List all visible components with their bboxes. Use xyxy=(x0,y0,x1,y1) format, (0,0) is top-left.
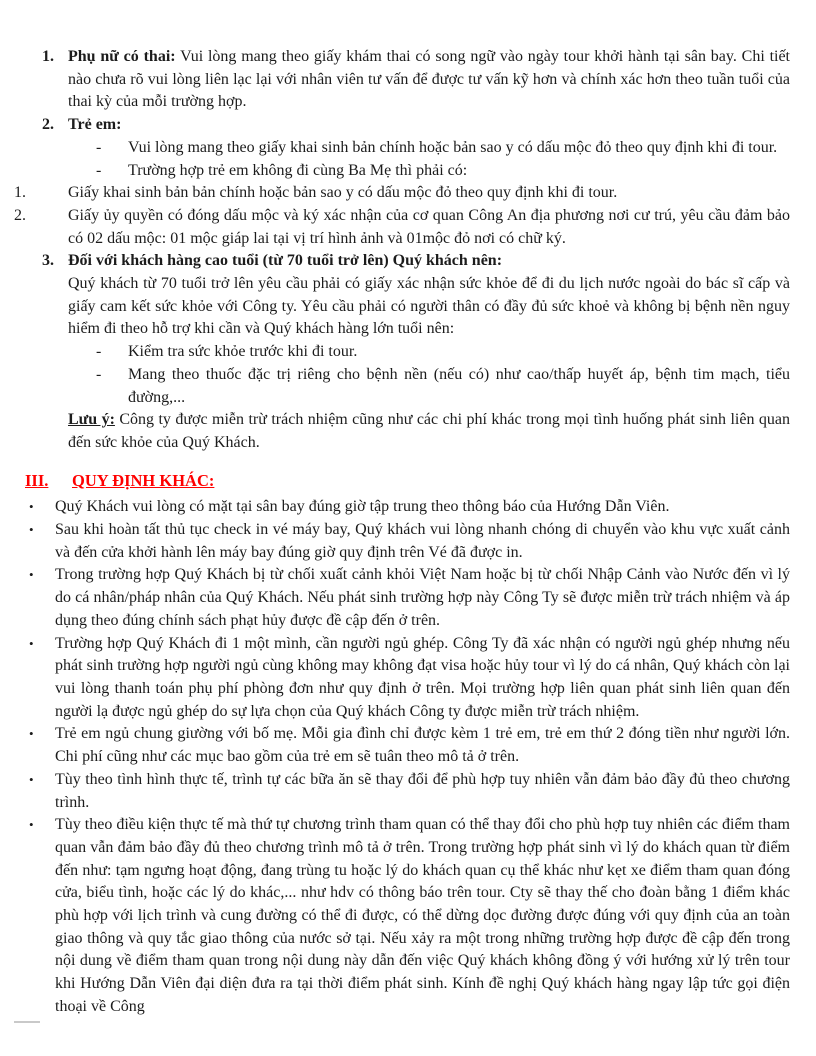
bullet-text: Trong trường hợp Quý Khách bị từ chối xuất cảnh khỏi Việt Nam hoặc bị từ chối Nhập Cảnh vào Nước đến vì lý do cá nhân/pháp nhân của Quý Khách. Nếu phát sinh trường hợp này Công Ty sẽ được miễn trừ trách nhiệm và áp dụng theo đúng chính sách phạt hủy được đề cập đến ở trên. xyxy=(55,566,790,629)
list-item-pregnant-women xyxy=(0,46,790,114)
section-heading-other-regulations xyxy=(0,470,790,493)
item-body: Giấy khai sinh bản bản chính hoặc bản sao y có dấu mộc đỏ theo quy định khi đi tour. xyxy=(68,184,618,202)
dash-item-text: Kiểm tra sức khỏe trước khi đi tour. xyxy=(128,343,358,361)
bullet-icon: • xyxy=(29,635,34,651)
item-body: Giấy ủy quyền có đóng dấu mộc và ký xác nhận của cơ quan Công An địa phương nơi cư trú, yêu cầu đảm bảo có 02 dấu mộc: 01 mộc giáp lai tại vị trí hình ảnh và 01mộc đỏ nơi có chữ ký. xyxy=(68,206,790,247)
bullet-item-children-bed xyxy=(0,723,790,768)
dash-item-text: Vui lòng mang theo giấy khai sinh bản chính hoặc bản sao y có dấu mộc đỏ theo quy định khi đi tour. xyxy=(128,138,778,156)
sub-list-item-birth-certificate xyxy=(0,182,790,205)
dash-item-medicine xyxy=(0,364,790,409)
note-body: Công ty được miễn trừ trách nhiệm cũng như các chi phí khác trong mọi tình huống phát sinh liên quan đến sức khỏe của Quý Khách. xyxy=(68,411,790,451)
sub-list-item-authorization-letter xyxy=(0,205,790,250)
section-title: QUY ĐỊNH KHÁC: xyxy=(72,470,215,490)
bullet-text: Quý Khách vui lòng có mặt tại sân bay đúng giờ tập trung theo thông báo của Hướng Dẫn Viên. xyxy=(55,498,670,516)
item-lead: Trẻ em: xyxy=(68,116,122,134)
item-number: 2. xyxy=(14,206,26,224)
dash-item-text: Trường hợp trẻ em không đi cùng Ba Mẹ thì phải có: xyxy=(128,161,468,179)
bullet-icon: • xyxy=(29,771,34,787)
item-number: 2. xyxy=(42,116,54,134)
bullet-icon: • xyxy=(29,522,34,538)
footnote-divider xyxy=(14,1021,40,1023)
list-item-elderly xyxy=(0,250,790,273)
item-number: 3. xyxy=(42,252,54,270)
dash-icon: - xyxy=(96,343,102,361)
item-lead: Phụ nữ có thai: xyxy=(68,48,176,65)
item-number: 1. xyxy=(42,48,54,65)
bullet-icon: • xyxy=(29,726,34,742)
document-content xyxy=(0,46,816,1019)
note-lead: Lưu ý: xyxy=(68,411,115,429)
bullet-text: Tùy theo tình hình thực tế, trình tự các bữa ăn sẽ thay đổi để phù hợp tuy nhiên vẫn đảm bảo đầy đủ theo chương trình. xyxy=(55,770,790,811)
item-number: 1. xyxy=(14,184,26,202)
bullet-icon: • xyxy=(29,499,34,515)
note-paragraph xyxy=(0,409,790,454)
dash-icon: - xyxy=(96,161,102,179)
bullet-item-airport-on-time xyxy=(0,496,790,519)
bullet-text: Trường hợp Quý Khách đi 1 một mình, cần người ngủ ghép. Công Ty đã xác nhận có người ngủ ghép nhưng nếu phát sinh trường hợp người ngủ cùng không may không đạt visa hoặc hủy tour vì lý do cá nhân, Quý khách còn lại vui lòng thanh toán phụ phí phòng đơn như quy định ở trên. Mọi trường hợp liên quan phát sinh liên quan đến người lạ được ngủ ghép do sự lựa chọn của Quý khách Công ty được miễn trừ trách nhiệm. xyxy=(55,634,790,720)
bullet-text: Tùy theo điều kiện thực tế mà thứ tự chương trình tham quan có thể thay đổi cho phù hợp tuy nhiên các điểm tham quan vẫn đảm bảo đầy đủ theo chương trình mô tả ở trên. Trong trường hợp phát sinh vì lý do khách quan từ điểm đến như: tạm ngưng hoạt động, đang trùng tu hoặc lý do khách quan cụ thể khác như kẹt xe điểm tham quan đóng cửa, biểu tình, hoặc các lý do khác,... như hdv có thông báo trên tour. Cty sẽ thay thế cho đoàn bằng 1 điểm khác phù hợp với lịch trình và cung đường có thể đi được, có thể dừng dọc đường được đúng với quy định của an toàn giao thông và quy tắc giao thông của nước sở tại. Nếu xảy ra một trong những trường hợp được đề cập đến trong nội dung về điểm tham quan trong nội dung này dẫn đến việc Quý khách không đồng ý với hướng xử lý trên tour khi Hướng Dẫn Viên đại diện đưa ra tại thời điểm phát sinh. Kính đề nghị Quý khách hàng ngay lập tức gọi điện thoại về Công xyxy=(55,816,790,1015)
dash-item-birth-certificate xyxy=(0,137,790,160)
dash-icon: - xyxy=(96,138,102,156)
item-lead: Đối với khách hàng cao tuổi (từ 70 tuổi trở lên) Quý khách nên: xyxy=(68,252,503,270)
list-item-elderly-body xyxy=(0,273,790,341)
dash-icon: - xyxy=(96,365,102,383)
list-item-children xyxy=(0,114,790,137)
bullet-icon: • xyxy=(29,567,34,583)
bullet-item-checkin xyxy=(0,519,790,564)
bullet-item-room-sharing xyxy=(0,633,790,724)
dash-item-without-parents xyxy=(0,160,790,183)
bullet-item-meal-order xyxy=(0,769,790,814)
item-body: Vui lòng mang theo giấy khám thai có song ngữ vào ngày tour khởi hành tại sân bay. Chi tiết nào chưa rõ vui lòng liên lạc lại với nhân viên tư vấn để được tư vấn kỹ hơn và chính xác hơn theo tuần tuổi của thai kỳ của mỗi trường hợp. xyxy=(68,48,791,111)
dash-item-text: Mang theo thuốc đặc trị riêng cho bệnh nền (nếu có) như cao/thấp huyết áp, bệnh tim mạch, tiểu đường,... xyxy=(128,365,790,406)
dash-item-health-check xyxy=(0,341,790,364)
bullet-item-itinerary-changes xyxy=(0,814,790,1018)
item-body: Quý khách từ 70 tuổi trở lên yêu cầu phải có giấy xác nhận sức khỏe để đi du lịch nước ngoài do bác sĩ cấp và giấy cam kết sức khỏe với Công ty. Yêu cầu phải có người thân có đầy đủ sức khoẻ và không bị bệnh nền nguy hiểm đi theo hỗ trợ khi cần và Quý khách hàng lớn tuổi nên: xyxy=(68,275,790,338)
bullet-text: Trẻ em ngủ chung giường với bố mẹ. Mỗi gia đình chỉ được kèm 1 trẻ em, trẻ em thứ 2 đóng tiền như người lớn. Chi phí cũng như các mục bao gồm của trẻ em sẽ tuân theo mô tả ở trên. xyxy=(55,725,790,766)
bullet-icon: • xyxy=(29,817,34,833)
section-number: III. xyxy=(25,470,49,490)
bullet-item-entry-refusal xyxy=(0,564,790,632)
bullet-text: Sau khi hoàn tất thủ tục check in vé máy bay, Quý khách vui lòng nhanh chóng di chuyển vào khu vực xuất cảnh và đến cửa khởi hành lên máy bay đúng giờ quy định trên Vé đã được in. xyxy=(55,521,790,561)
